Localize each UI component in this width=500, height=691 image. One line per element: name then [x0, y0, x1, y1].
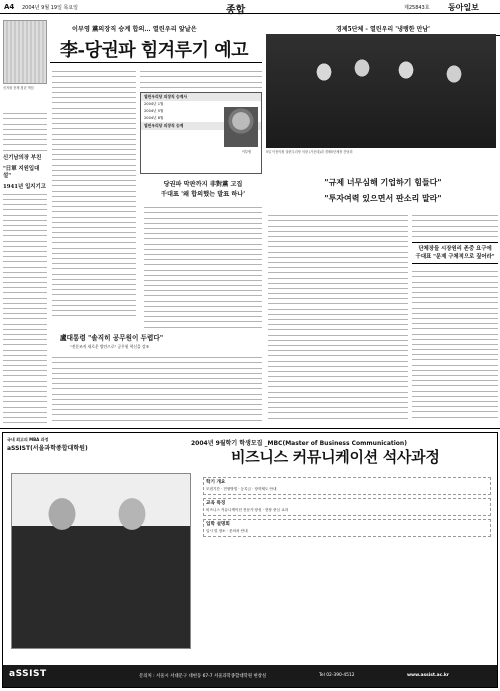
right-body-col [268, 212, 408, 422]
right-quote-headline [270, 176, 496, 204]
left-column [3, 20, 47, 426]
infobox-row: 2004년 8월 [144, 116, 164, 120]
mba-advertisement [2, 432, 498, 688]
ad-note-head: 입학 설명회 [206, 522, 230, 527]
right-body-col-2 [412, 212, 498, 240]
main-subhead-line-1: 당권파 막판까지 非對黨 고집 [163, 181, 243, 188]
ad-logo: aSSIST [9, 669, 47, 679]
main-body-top [140, 68, 262, 90]
ad-school-line: 국내 최고의 MBA 과정 [7, 437, 49, 442]
ad-address: 문의처 : 서울시 서대문구 대현동 67-7 서울과학종합대학원 현창실 [139, 674, 267, 679]
main-subhead [144, 180, 262, 200]
ad-divider [0, 428, 500, 429]
main-headline: 李-당권파 힘겨루기 예고 [60, 40, 248, 61]
business-meeting-photo [266, 34, 496, 148]
portrait-name: 이부영 [241, 150, 251, 154]
main-body-col-2 [144, 204, 262, 328]
left-photo-caption: 신지원 총재 청년 책임 [3, 86, 34, 90]
left-photo [3, 20, 47, 84]
page-number: A4 [4, 3, 15, 11]
left-headline-3: 1941년 입지기고 [3, 183, 46, 190]
lower-subhead: "전문조직 새로운 방안으로" 공무원 혁신을 강조 [70, 344, 150, 349]
ad-tagline: 2004년 9월학기 학생모집 _MBC(Master of Business Communication) [191, 440, 407, 447]
masthead [0, 0, 500, 14]
right-body-col-3 [412, 268, 498, 422]
infobox-title: 열린우리당 의장직 승계사 [141, 93, 261, 101]
infobox-row: 열린우리당 의장직 승계 [141, 122, 261, 130]
section-title: 종합 [226, 5, 246, 16]
quote-line-2: "투자여력 있으면서 판소리 말라" [324, 193, 442, 203]
quote-line-1: "규제 너무심해 기업하기 힘들다" [324, 177, 442, 187]
ad-title: 비즈니스 커뮤니케이션 석사과정 [231, 448, 440, 466]
headline-rule [50, 62, 262, 63]
infobox-row: 2004년 5월 [144, 109, 164, 113]
left-headline-1: 신기남의장 부친 [3, 154, 42, 161]
lower-headline: 盧대통령 "솔직히 공무원이 두렵다" [60, 334, 164, 342]
left-headline-2: "日軍 지원입대설" [3, 165, 40, 179]
issue-date: 2004년 9월 19일 목요일 [22, 5, 79, 11]
left-body-text-2 [3, 191, 47, 426]
ad-note-body: 모집기간 · 전형방법 · 등록금 · 장학제도 안내 [206, 487, 277, 491]
ad-note-head: 학기 개요 [206, 480, 226, 485]
ad-note-head: 교육 특징 [206, 501, 226, 506]
newspaper-name: 동아일보 [448, 3, 479, 12]
issue-number: 제25843호 [404, 5, 430, 11]
ad-photo [11, 473, 191, 649]
ad-note-body: 일시 및 장소 · 문의처 안내 [206, 529, 248, 533]
ad-brand: aSSIST(서울과학종합대학원) [7, 445, 88, 452]
side-headline-line-1: 단체장들 시장원리 존중 요구에 [418, 246, 492, 252]
ad-phone: Tel 02-390-4512 [319, 673, 355, 678]
ad-footer [3, 665, 497, 687]
lower-body-text [52, 354, 262, 426]
ad-note-body: 비즈니스 커뮤니케이션 전문가 양성 · 현장 중심 교과 [206, 508, 289, 512]
main-kicker: 이부영 黨의장직 승계 합의… 열린우리 앞날은 [72, 26, 197, 33]
infobox-row: 2004년 1월 [144, 102, 164, 106]
ad-notes [203, 477, 491, 540]
main-body-col-1 [52, 68, 136, 328]
portrait-photo [224, 107, 258, 147]
side-headline-line-2: 千대표 "문제 구체적으로 짚어라" [415, 254, 495, 260]
right-photo-caption: 5일 이종의원 열린우리당 의장 (가운데)과 경제5단체장 간담회 [266, 150, 353, 154]
ad-note-block [203, 477, 491, 495]
left-body-text [3, 110, 47, 151]
ad-note-block [203, 519, 491, 537]
succession-infobox [140, 92, 262, 174]
ad-url-link[interactable]: www.assist.ac.kr [407, 673, 449, 678]
main-subhead-line-2: 千대표 '왜 합의했는 발표 하나' [160, 191, 246, 198]
right-side-headline [412, 242, 498, 264]
ad-header [3, 433, 497, 467]
right-kicker: 경제5단체 - 열린우리 '냉랭한 만남' [266, 24, 500, 36]
ad-note-block [203, 498, 491, 516]
